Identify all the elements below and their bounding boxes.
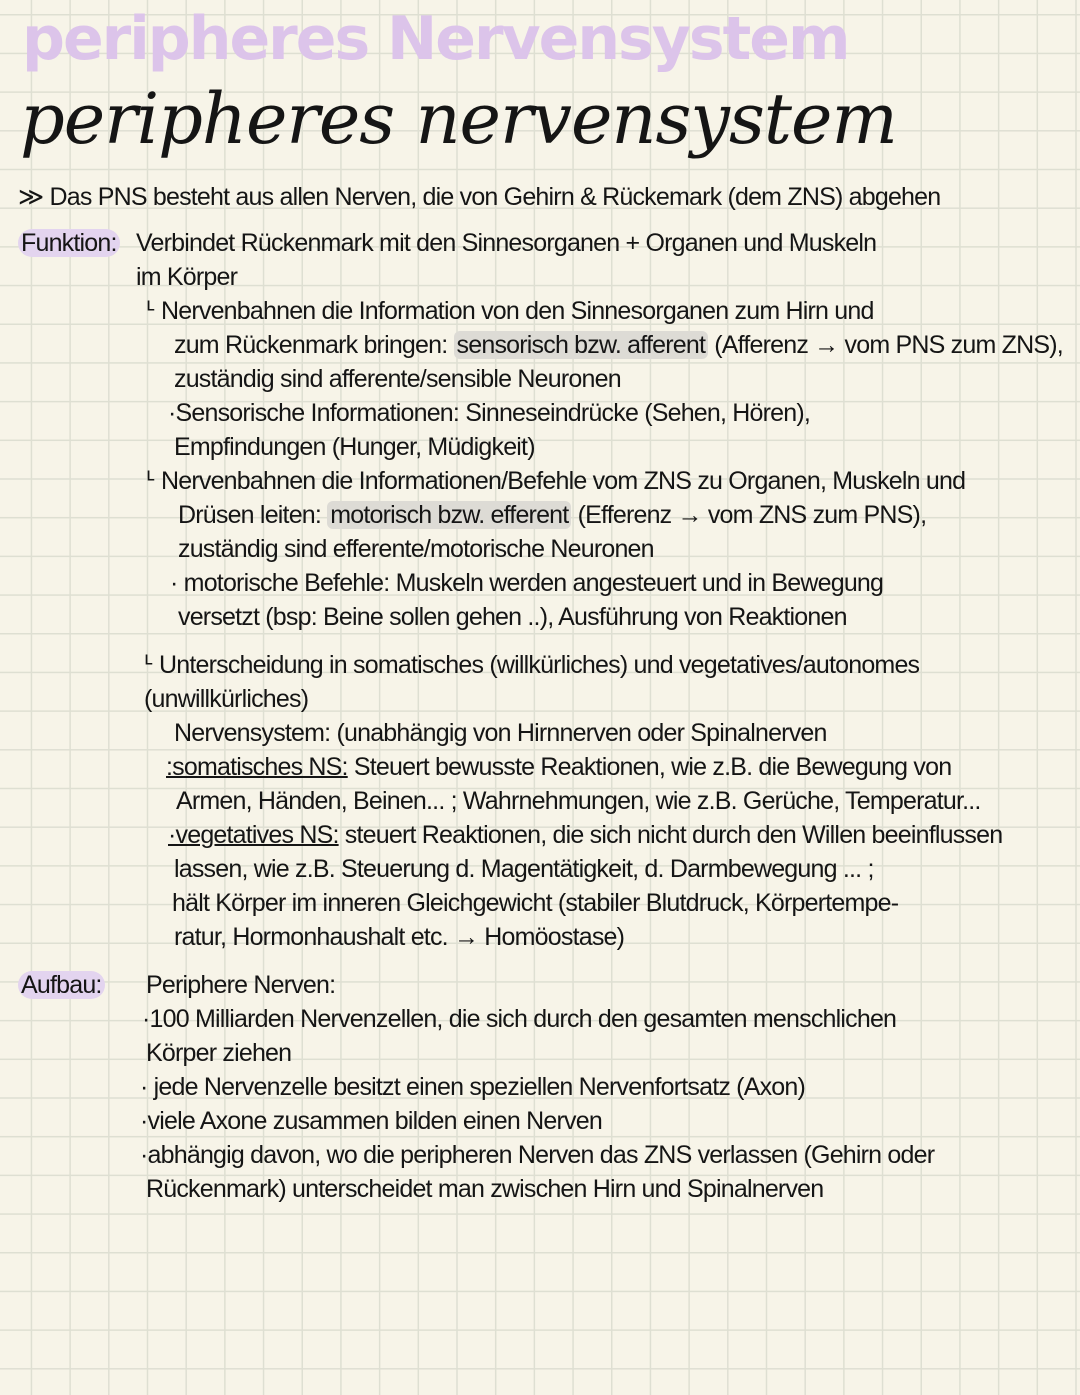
aufbau-section — [18, 968, 1072, 1206]
page-title: peripheres nervensystem — [20, 78, 897, 160]
text-line: ᒻ Nervenbahnen die Information von den Sinnesorganen zum Hirn und — [146, 297, 874, 325]
spacer — [136, 634, 1072, 648]
text-line: · motorische Befehle: Muskeln werden angesteuert und in Bewegung — [170, 569, 884, 597]
text-line — [136, 818, 1072, 852]
text-line: im Körper — [136, 263, 238, 291]
highlight-efferent: motorisch bzw. efferent — [327, 501, 571, 529]
aufbau-body — [136, 968, 1072, 1206]
text-line: zuständig sind efferente/motorische Neuronen — [178, 535, 654, 563]
text: steuert Reaktionen, die sich nicht durch den Willen beeinflussen — [344, 821, 1003, 849]
text-line: ·Sensorische Informationen: Sinneseindrücke (Sehen, Hören), — [168, 399, 811, 427]
text-line: versetzt (bsp: Beine sollen gehen ..), Ausführung von Reaktionen — [178, 603, 847, 631]
text-line: zuständig sind afferente/sensible Neuronen — [174, 365, 621, 393]
text-line: Körper ziehen — [146, 1039, 292, 1067]
text-line: ᒻ Nervenbahnen die Informationen/Befehle vom ZNS zu Organen, Muskeln und — [146, 467, 966, 495]
text-line — [136, 498, 1072, 532]
funktion-body — [136, 226, 1072, 954]
funktion-heading: Funktion: — [18, 229, 120, 257]
text-line: ·viele Axone zusammen bilden einen Nerven — [140, 1107, 602, 1135]
text-line: ᒻ Unterscheidung in somatisches (willkürliches) und vegetatives/autonomes (unwillkürliches) — [144, 651, 920, 713]
title-watermark: peripheres Nervensystem — [22, 4, 849, 74]
aufbau-heading: Aufbau: — [18, 971, 105, 999]
text: Steuert bewusste Reaktionen, wie z.B. die Bewegung von — [353, 753, 952, 781]
intro-text: ≫ Das PNS besteht aus allen Nerven, die von Gehirn & Rückemark (dem ZNS) abgehen — [18, 183, 941, 211]
highlight-afferent: sensorisch bzw. afferent — [454, 331, 709, 359]
text: Drüsen leiten: — [178, 501, 322, 529]
funktion-label — [18, 226, 136, 954]
note-content — [18, 180, 1072, 1206]
text-line: Nervensystem: (unabhängig von Hirnnerven oder Spinalnerven — [174, 719, 827, 747]
text: (Afferenz → vom PNS zum ZNS), — [714, 331, 1063, 359]
text-line: ratur, Hormonhaushalt etc. → Homöostase) — [174, 923, 625, 951]
vegetatives-ns-label: ·vegetatives NS: — [168, 821, 339, 849]
text: zum Rückenmark bringen: — [174, 331, 448, 359]
text-line: Empfindungen (Hunger, Müdigkeit) — [174, 433, 535, 461]
text-line: hält Körper im inneren Gleichgewicht (stabiler Blutdruck, Körpertempe- — [172, 889, 899, 917]
spacer — [18, 954, 1072, 968]
text-line — [136, 328, 1072, 362]
somatisches-ns-label: :somatisches NS: — [166, 753, 348, 781]
funktion-section — [18, 226, 1072, 954]
text-line: ·100 Milliarden Nervenzellen, die sich durch den gesamten menschlichen — [142, 1005, 897, 1033]
text-line: Periphere Nerven: — [146, 971, 336, 999]
text-line: lassen, wie z.B. Steuerung d. Magentätigkeit, d. Darmbewegung ... ; — [174, 855, 874, 883]
text-line: Verbindet Rückenmark mit den Sinnesorganen + Organen und Muskeln — [136, 229, 877, 257]
text-line: ·abhängig davon, wo die peripheren Nerven das ZNS verlassen (Gehirn oder — [140, 1141, 935, 1169]
text-line — [136, 750, 1072, 784]
text: (Efferenz → vom ZNS zum PNS), — [577, 501, 927, 529]
text-line: · jede Nervenzelle besitzt einen speziellen Nervenfortsatz (Axon) — [140, 1073, 806, 1101]
text-line: Armen, Händen, Beinen... ; Wahrnehmungen, wie z.B. Gerüche, Temperatur... — [176, 787, 981, 815]
text-line: Rückenmark) unterscheidet man zwischen Hirn und Spinalnerven — [146, 1175, 824, 1203]
aufbau-label — [18, 968, 136, 1206]
